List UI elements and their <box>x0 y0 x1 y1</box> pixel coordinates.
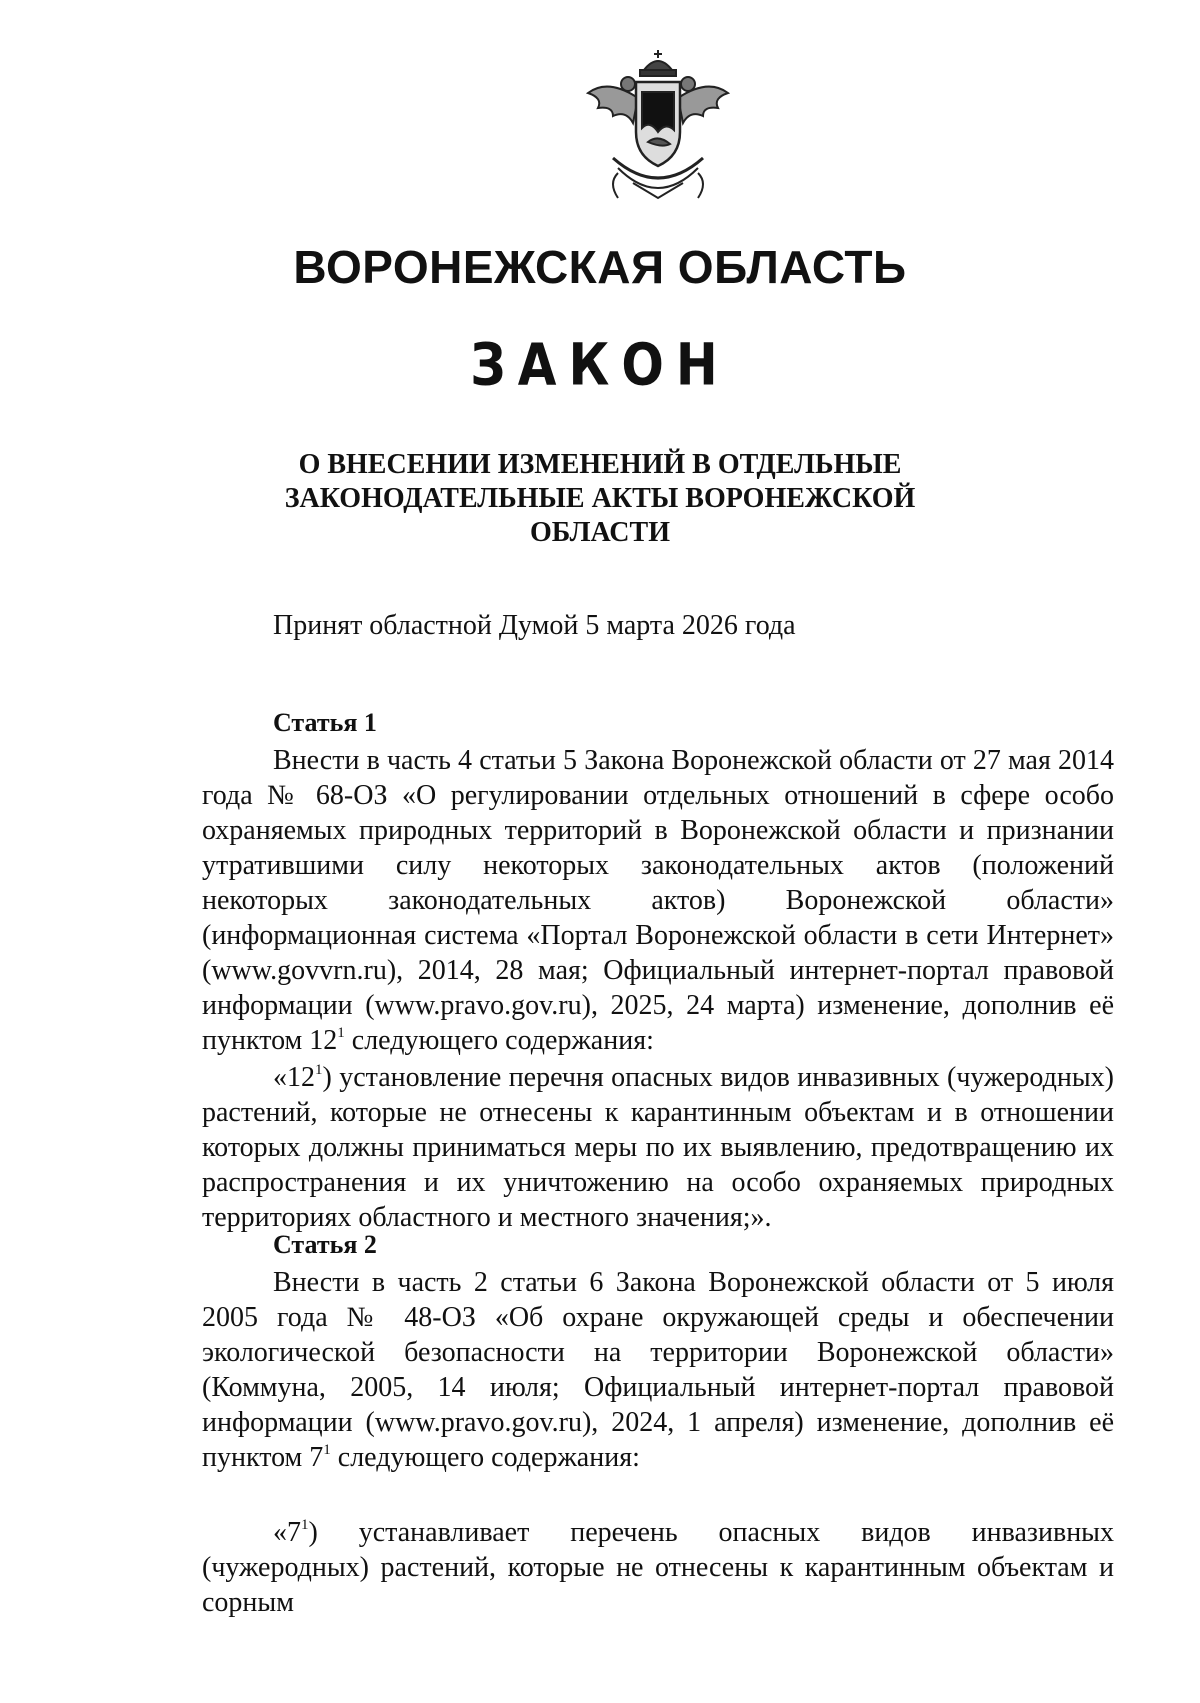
quote-open: «7 <box>273 1517 301 1548</box>
document-type: ЗАКОН <box>470 331 730 399</box>
superscript: 1 <box>315 1062 323 1078</box>
quote-text: ) установление перечня опасных видов инвазивных (чужеродных) растений, которые не отнесены к карантинным объектам и в отношении которых должны приниматься меры по их выявлению, предотвращению их распространения и их уничтожению на особо охраняемых природных территориях областного и местного значения;». <box>202 1062 1114 1233</box>
article-2-quote <box>202 1515 1114 1620</box>
title-line: О ВНЕСЕНИИ ИЗМЕНЕНИЙ В ОТДЕЛЬНЫЕ <box>298 449 902 480</box>
region-name: ВОРОНЕЖСКАЯ ОБЛАСТЬ <box>293 241 907 293</box>
title-line: ОБЛАСТИ <box>530 517 670 548</box>
coat-of-arms-emblem <box>578 48 738 218</box>
article-1-tail: следующего содержания: <box>344 1025 654 1056</box>
article-1-body <box>202 743 1114 1058</box>
article-1-heading: Статья 1 <box>273 708 377 737</box>
article-2-text: Внести в часть 2 статьи 6 Закона Воронежской области от 5 июля 2005 года № 48-ОЗ «Об охране окружающей среды и обеспечении экологической безопасности на территории Воронежской области» (Коммуна, 2005, 14 июля; Официальный интернет-портал правовой информации (www.pravo.gov.ru), 2024, 1 апреля) изменение, дополнив её пунктом 7 <box>202 1267 1114 1473</box>
law-title <box>200 448 1000 550</box>
superscript: 1 <box>337 1025 345 1041</box>
quote-text: ) устанавливает перечень опасных видов инвазивных (чужеродных) растений, которые не отнесены к карантинным объектам и сорным <box>202 1517 1114 1618</box>
article-1-text: Внести в часть 4 статьи 5 Закона Воронежской области от 27 мая 2014 года № 68-ОЗ «О регулировании отдельных отношений в сфере особо охраняемых природных территорий в Воронежской области и признании утратившими силу некоторых законодательных актов (положений некоторых законодательных актов) Воронежской области» (информационная система «Портал Воронежской области в сети Интернет» (www.govvrn.ru), 2014, 28 мая; Официальный интернет-портал правовой информации (www.pravo.gov.ru), 2025, 24 марта) изменение, дополнив её пунктом 12 <box>202 745 1114 1056</box>
article-2-heading: Статья 2 <box>273 1230 377 1259</box>
article-2-tail: следующего содержания: <box>330 1442 640 1473</box>
superscript: 1 <box>323 1442 331 1458</box>
superscript: 1 <box>301 1517 309 1533</box>
article-2-body <box>202 1265 1114 1475</box>
quote-open: «12 <box>273 1062 315 1093</box>
title-line: ЗАКОНОДАТЕЛЬНЫЕ АКТЫ ВОРОНЕЖСКОЙ <box>284 483 916 514</box>
article-1-quote <box>202 1060 1114 1235</box>
adoption-date: Принят областной Думой 5 марта 2026 года <box>273 610 796 641</box>
